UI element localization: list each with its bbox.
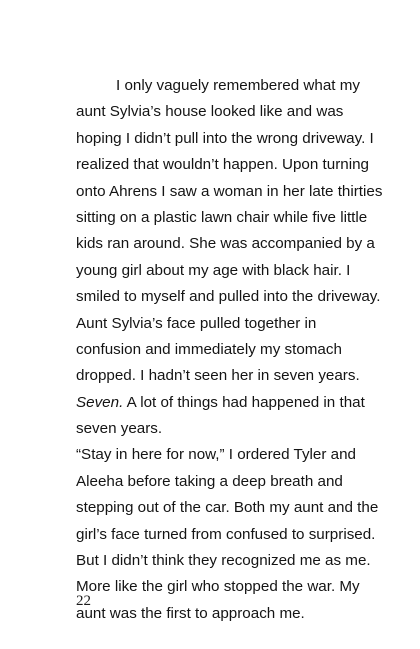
text-line: girl’s face turned from confused to surprised. — [76, 525, 376, 543]
text-line: onto Ahrens I saw a woman in her late thirties — [76, 182, 383, 200]
text-line-rest: A lot of things had happened in that — [123, 393, 365, 411]
text-line: Aleeha before taking a deep breath and — [76, 472, 343, 490]
text-line: Aunt Sylvia’s face pulled together in — [76, 314, 317, 332]
text-line: young girl about my age with black hair. I — [76, 261, 351, 279]
text-line: But I didn’t think they recognized me as me. — [76, 552, 371, 570]
body-text — [76, 73, 383, 627]
text-line: confusion and immediately my stomach — [76, 340, 342, 358]
text-line: aunt was the first to approach me. — [76, 604, 305, 622]
text-line — [76, 390, 376, 416]
page-number: 22 — [76, 593, 91, 609]
text-line: dropped. I hadn’t seen her in seven years. — [76, 367, 360, 385]
text-line: “Stay in here for now,” I ordered Tyler and — [76, 446, 356, 464]
text-line: kids ran around. She was accompanied by a — [76, 235, 375, 253]
text-line: realized that wouldn’t happen. Upon turning — [76, 156, 369, 174]
text-line: I only vaguely remembered what my — [116, 77, 360, 94]
text-line: More like the girl who stopped the war. My — [76, 578, 360, 596]
text-line: hoping I didn’t pull into the wrong driveway. I — [76, 129, 374, 147]
text-line: aunt Sylvia’s house looked like and was — [76, 103, 344, 121]
text-line: seven years. — [76, 420, 163, 438]
text-line: stepping out of the car. Both my aunt and the — [76, 499, 379, 517]
text-line: smiled to myself and pulled into the driveway. — [76, 288, 381, 306]
text-line: sitting on a plastic lawn chair while five little — [76, 208, 368, 226]
emphasis-text: Seven. — [76, 393, 124, 411]
